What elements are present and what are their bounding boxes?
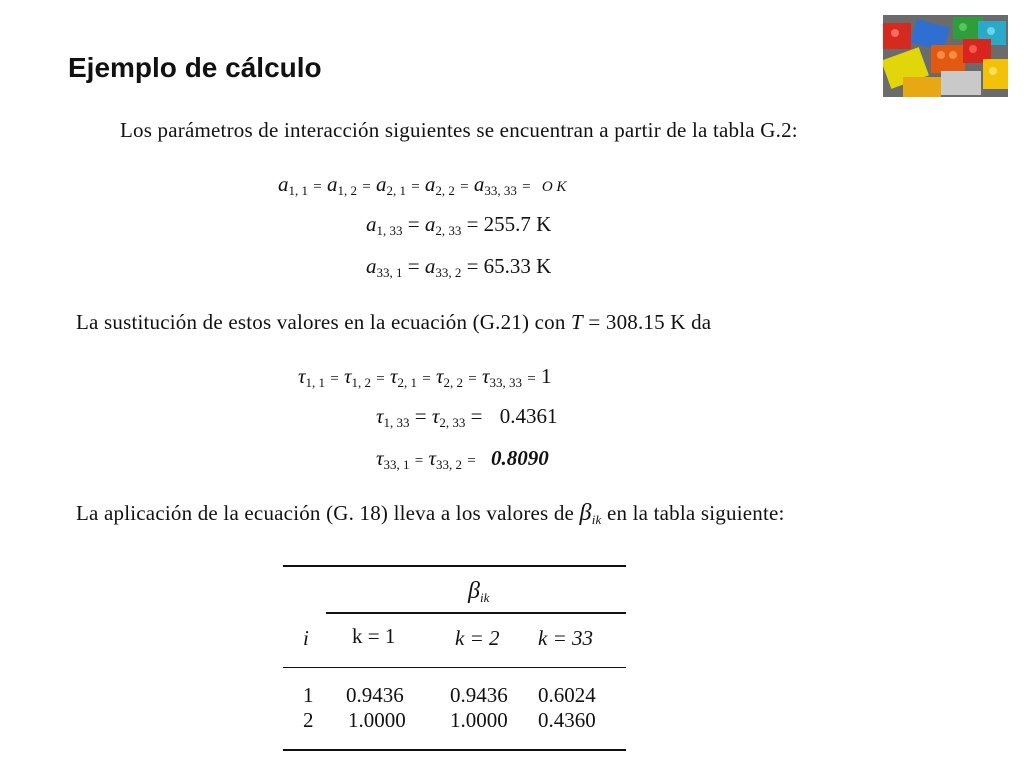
lego-bricks-image: [883, 15, 1008, 97]
substitution-text: La sustitución de estos valores en la ecuación (G.21) con T = 308.15 K da: [76, 310, 712, 334]
table-top-rule: [283, 565, 626, 567]
table-row-1-i: 1: [303, 683, 314, 707]
intro-text: Los parámetros de interacción siguientes se encuentran a partir de la tabla G.2:: [120, 118, 798, 142]
equation-tau-1-33: $\tau_{1, 33} = \tau_{2, 33} = 0.4361$: [376, 404, 558, 430]
table-col-i: i: [303, 626, 309, 650]
table-row-2-k1: 1.0000: [348, 708, 406, 732]
table-header-rule: [283, 667, 626, 668]
table-col-k33: k = 33: [538, 626, 593, 650]
table-bottom-rule: [283, 749, 626, 751]
table-header-beta: $\beta_{ik}$: [468, 578, 490, 605]
table-row-2-i: 2: [303, 708, 314, 732]
table-row-2-k33: 0.4360: [538, 708, 596, 732]
page-title: Ejemplo de cálculo: [68, 52, 322, 83]
equation-a-33-1: $a_{33, 1} = a_{33, 2} = 65.33$ K: [366, 254, 552, 280]
equation-a-zero: $a_{1, 1} = a_{1, 2} = a_{2, 1} = a_{2, 2} = a_{33, 33} = O$ K: [278, 172, 567, 198]
table-row-1-k1: 0.9436: [346, 683, 404, 707]
table-row-1-k2: 0.9436: [450, 683, 508, 707]
equation-tau-one: $\tau_{1, 1} = \tau_{1, 2} = \tau_{2, 1} = \tau_{2, 2} = \tau_{33, 33} = 1$: [298, 364, 552, 390]
table-row-2-k2: 1.0000: [450, 708, 508, 732]
table-col-k1: k = 1: [352, 624, 396, 648]
application-text: La aplicación de la ecuación (G. 18) lleva a los valores de $\beta_{ik}$ en la tabla siguiente:: [76, 500, 785, 527]
table-group-rule: [326, 612, 626, 614]
table-row-1-k33: 0.6024: [538, 683, 596, 707]
table-col-k2: k = 2: [455, 626, 500, 650]
equation-tau-33-1: $\tau_{33, 1} = \tau_{33, 2} = 0.8090$: [376, 446, 549, 472]
equation-a-1-33: $a_{1, 33} = a_{2, 33} = 255.7$ K: [366, 212, 552, 238]
